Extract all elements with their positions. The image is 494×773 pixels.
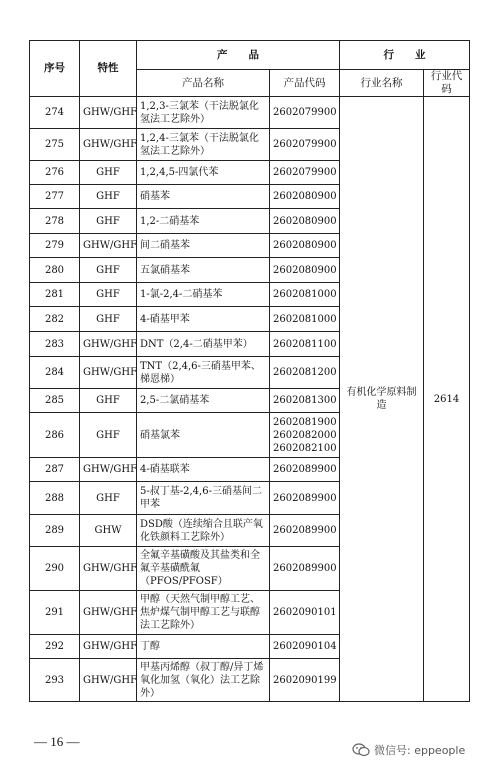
seq-cell: 282 (30, 307, 80, 332)
seq-cell: 293 (30, 659, 80, 702)
property-cell: GHW/GHF (80, 591, 137, 635)
product-name-cell: DNT（2,4-二硝基甲苯） (137, 332, 270, 357)
product-name-cell: 硝基苯 (137, 185, 270, 209)
seq-cell: 286 (30, 413, 80, 458)
product-name-cell: 1,2,3-三氯苯（干法脱氯化氢法工艺除外） (137, 97, 270, 129)
product-name-cell: 五氯硝基苯 (137, 258, 270, 283)
product-name-cell: 全氟辛基磺酸及其盐类和全氟辛基磺酰氟（PFOS/PFOSF） (137, 547, 270, 591)
seq-cell: 284 (30, 357, 80, 389)
seq-cell: 281 (30, 283, 80, 307)
product-name-cell: 4-硝基联苯 (137, 458, 270, 482)
seq-cell: 276 (30, 161, 80, 185)
product-name-cell: 5-叔丁基-2,4,6-三硝基间二甲苯 (137, 482, 270, 515)
product-code-cell: 2602079900 (270, 161, 340, 185)
product-name-cell: 1,2-二硝基苯 (137, 209, 270, 234)
product-code-cell: 2602090101 (270, 591, 340, 635)
seq-cell: 292 (30, 635, 80, 659)
product-code-cell: 2602081000 (270, 283, 340, 307)
product-code-cell: 2602080900 (270, 258, 340, 283)
watermark-text: 微信号: eppeople (374, 744, 466, 757)
product-code-cell: 2602081100 (270, 332, 340, 357)
seq-cell: 275 (30, 129, 80, 161)
header-industry-code: 行业代码 (424, 70, 470, 97)
table-row (30, 97, 470, 129)
header-product-code: 产品代码 (270, 70, 340, 97)
property-cell: GHW/GHF (80, 97, 137, 129)
header-seq: 序号 (30, 41, 80, 97)
property-cell: GHW/GHF (80, 357, 137, 389)
industry-name-cell: 有机化学原料制造 (340, 97, 424, 702)
product-name-cell: 4-硝基甲苯 (137, 307, 270, 332)
product-name-cell: 1,2,4,5-四氯代苯 (137, 161, 270, 185)
seq-cell: 280 (30, 258, 80, 283)
product-code-cell: 2602080900 (270, 209, 340, 234)
industry-code-cell: 2614 (424, 97, 470, 702)
product-code-cell: 2602080900 (270, 185, 340, 209)
property-cell: GHF (80, 161, 137, 185)
product-name-cell: 甲基丙烯醇（叔丁醇/异丁烯氧化加氢（氧化）法工艺除外） (137, 659, 270, 702)
product-code-cell: 2602079900 (270, 97, 340, 129)
page-number: — 16 — (34, 734, 80, 749)
header-property: 特性 (80, 41, 137, 97)
product-code-cell: 2602079900 (270, 129, 340, 161)
product-code-cell: 2602090199 (270, 659, 340, 702)
product-code-cell: 2602081900 2602082000 2602082100 (270, 413, 340, 458)
property-cell: GHF (80, 209, 137, 234)
product-name-cell: 甲醇（天然气制甲醇工艺、焦炉煤气制甲醇工艺与联醇法工艺除外） (137, 591, 270, 635)
product-name-cell: TNT（2,4,6-三硝基甲苯、梯恩梯） (137, 357, 270, 389)
property-cell: GHF (80, 283, 137, 307)
property-cell: GHF (80, 307, 137, 332)
product-code-cell: 2602081300 (270, 389, 340, 413)
product-name-cell: 间二硝基苯 (137, 234, 270, 258)
header-product: 产 品 (137, 41, 340, 70)
product-name-cell: DSD酸（连续缩合且联产氧化铁颜料工艺除外） (137, 515, 270, 547)
property-cell: GHW/GHF (80, 659, 137, 702)
seq-cell: 277 (30, 185, 80, 209)
property-cell: GHF (80, 258, 137, 283)
property-cell: GHW (80, 515, 137, 547)
property-cell: GHF (80, 413, 137, 458)
property-cell: GHW/GHF (80, 458, 137, 482)
property-cell: GHW/GHF (80, 547, 137, 591)
product-name-cell: 1,2,4-三氯苯（干法脱氯化氢法工艺除外） (137, 129, 270, 161)
seq-cell: 290 (30, 547, 80, 591)
seq-cell: 283 (30, 332, 80, 357)
seq-cell: 279 (30, 234, 80, 258)
seq-cell: 287 (30, 458, 80, 482)
property-cell: GHF (80, 185, 137, 209)
product-table (29, 40, 470, 702)
seq-cell: 274 (30, 97, 80, 129)
seq-cell: 289 (30, 515, 80, 547)
header-industry: 行 业 (340, 41, 470, 70)
product-code-cell: 2602081200 (270, 357, 340, 389)
property-cell: GHW/GHF (80, 129, 137, 161)
property-cell: GHF (80, 389, 137, 413)
seq-cell: 285 (30, 389, 80, 413)
product-code-cell: 2602080900 (270, 234, 340, 258)
seq-cell: 278 (30, 209, 80, 234)
product-code-cell: 2602089900 (270, 515, 340, 547)
header-product-name: 产品名称 (137, 70, 270, 97)
product-name-cell: 1-氯-2,4-二硝基苯 (137, 283, 270, 307)
product-name-cell: 2,5-二氯硝基苯 (137, 389, 270, 413)
product-name-cell: 丁醇 (137, 635, 270, 659)
product-code-cell: 2602081000 (270, 307, 340, 332)
watermark (352, 742, 465, 758)
seq-cell: 291 (30, 591, 80, 635)
product-name-cell: 硝基氯苯 (137, 413, 270, 458)
property-cell: GHW/GHF (80, 234, 137, 258)
product-code-cell: 2602090104 (270, 635, 340, 659)
product-code-cell: 2602089900 (270, 482, 340, 515)
property-cell: GHF (80, 482, 137, 515)
wechat-icon (352, 743, 370, 757)
seq-cell: 288 (30, 482, 80, 515)
header-industry-name: 行业名称 (340, 70, 424, 97)
product-code-cell: 2602089900 (270, 458, 340, 482)
product-code-cell: 2602089900 (270, 547, 340, 591)
property-cell: GHW/GHF (80, 332, 137, 357)
property-cell: GHW/GHF (80, 635, 137, 659)
